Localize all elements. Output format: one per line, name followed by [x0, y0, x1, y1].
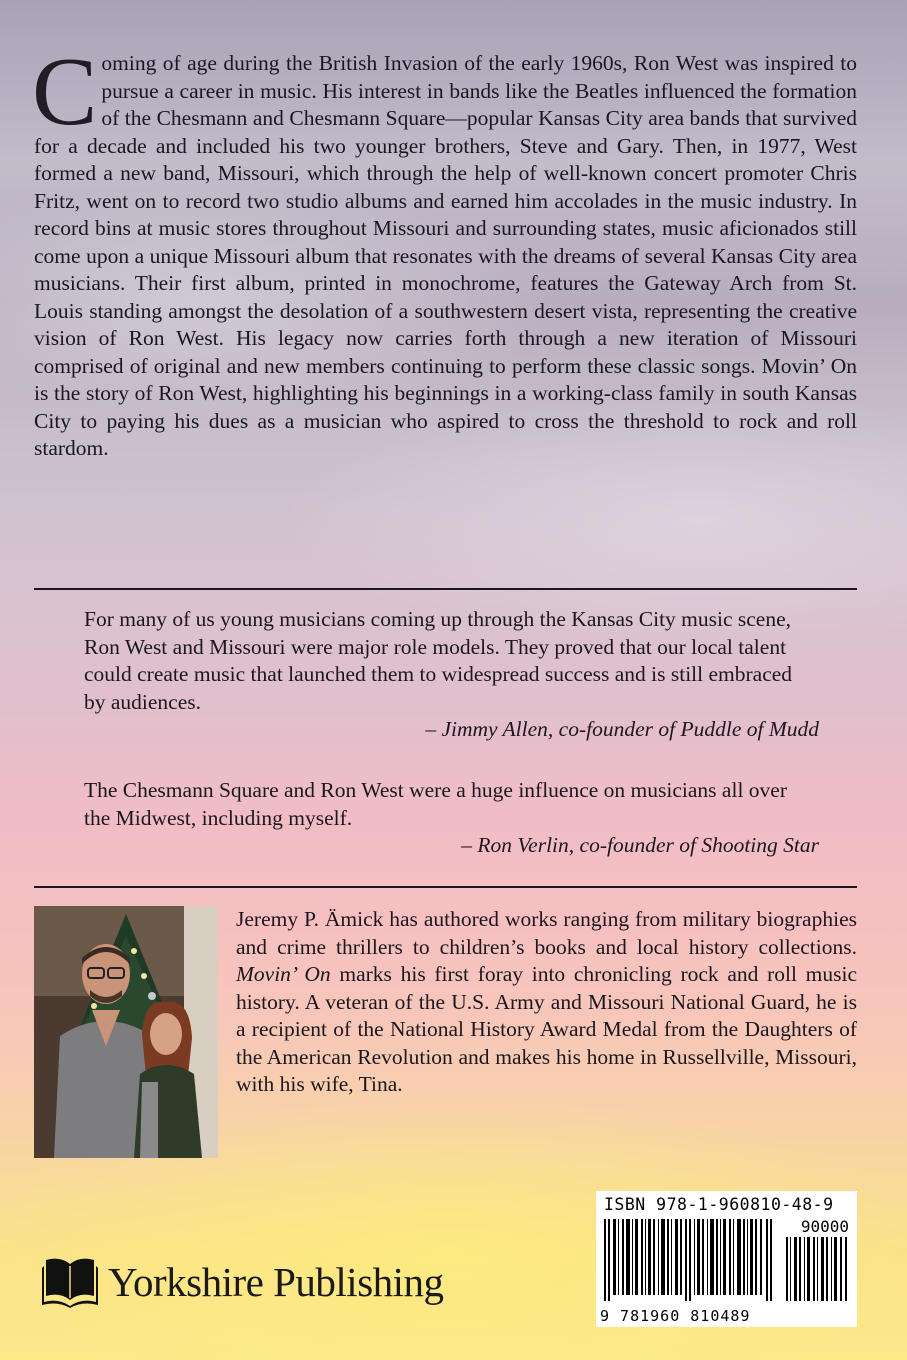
endorsement-quote-1: For many of us young musicians coming up through the Kansas City music scene, Ron West and Missouri were major role models. They proved that our local talent could create music that launched them to widespread success and is still embraced by audiences.	[84, 607, 793, 714]
publisher-logo	[42, 1254, 444, 1310]
price-code: 90000	[800, 1217, 849, 1236]
addon-bars	[786, 1237, 848, 1301]
author-bio	[236, 906, 857, 1099]
book-title: Movin’ On	[236, 962, 331, 986]
endorsement-quote-2: The Chesmann Square and Ron West were a huge influence on musicians all over the Midwest, including myself.	[84, 778, 787, 830]
open-book-icon	[42, 1256, 98, 1308]
divider-top	[34, 588, 857, 590]
endorsement-attribution-1: – Jimmy Allen, co-founder of Puddle of Mudd	[425, 717, 819, 741]
author-photo	[34, 906, 218, 1158]
author-bio-part2: marks his first foray into chronicling rock and roll music history. A veteran of the U.S. Army and Missouri National Guard, he is a recipient of the National History Award Medal from the Daughters of the American Revolution and makes his home in Russellville, Missouri, with his wife, Tina.	[236, 962, 857, 1096]
author-photo-illustration	[34, 906, 218, 1158]
isbn-label: ISBN 978-1-960810-48-9	[604, 1195, 834, 1214]
blurb-text: oming of age during the British Invasion of the early 1960s, Ron West was inspired to pursue a career in music. His interest in bands like the Beatles influenced the formation of the Chesmann and Chesmann Square—popular Kansas City area bands that survived for a decade and included his two younger brothers, Steve and Gary. Then, in 1977, West formed a new band, Missouri, which through the help of well-known concert promoter Chris Fritz, went on to record two studio albums and earned him accolades in the music industry. In record bins at music stores throughout Missouri and surrounding states, music aficionados still come upon a unique Missouri album that resonates with the dreams of several Kansas City area musicians. Their first album, printed in monochrome, features the Gateway Arch from St. Louis standing amongst the desolation of a southwestern desert vista, representing the creative vision of Ron West. His legacy now carries forth through a new iteration of Missouri comprised of original and new members continuing to perform these classic songs. Movin’ On is the story of Ron West, highlighting his beginnings in a working-class family in south Kansas City to paying his dues as a musician who aspired to cross the threshold to rock and roll stardom.	[34, 51, 857, 460]
divider-bottom	[34, 886, 857, 888]
ean-digits: 9 781960 810489	[600, 1307, 751, 1325]
isbn-barcode	[596, 1191, 857, 1327]
drop-cap: C	[32, 38, 98, 146]
book-blurb	[32, 38, 857, 463]
author-bio-part1: Jeremy P. Ämick has authored works ranging from military biographies and crime thrillers to children’s books and local history collections.	[236, 907, 857, 959]
endorsement-attribution-2: – Ron Verlin, co-founder of Shooting Star	[461, 833, 819, 857]
publisher-name: Yorkshire Publishing	[108, 1259, 444, 1305]
ean-bars	[604, 1219, 774, 1301]
